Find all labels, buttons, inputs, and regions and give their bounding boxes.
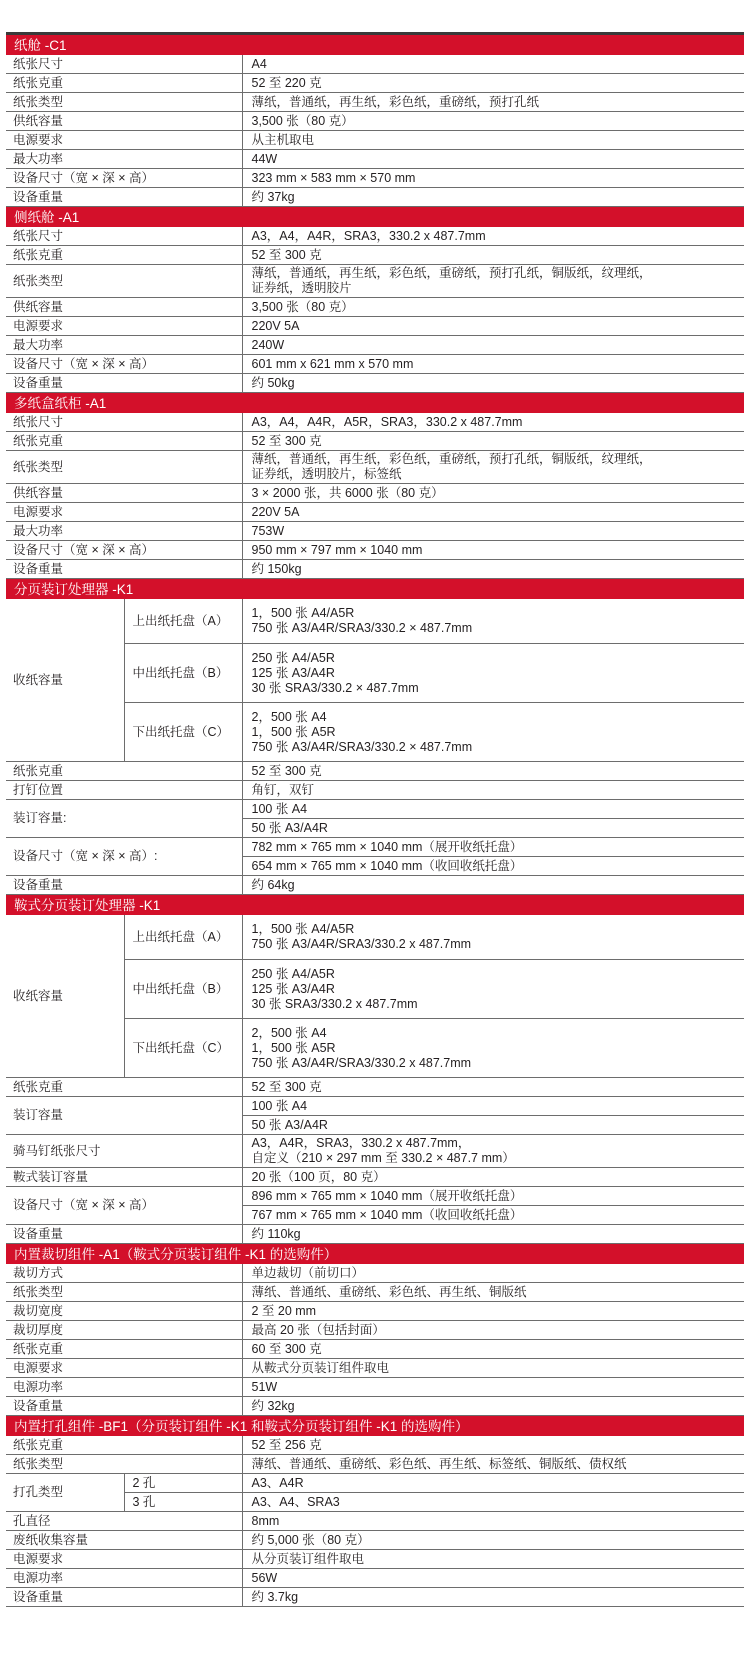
value-line: 750 张 A3/A4R/SRA3/330.2 × 487.7mm [251, 739, 473, 754]
spec-row [6, 355, 744, 374]
spec-label: 最大功率 [6, 336, 242, 355]
spec-row [6, 522, 744, 541]
spec-value: 52 至 300 克 [242, 1078, 744, 1097]
spec-label: 裁切宽度 [6, 1302, 242, 1321]
section-header-finisher-k1 [6, 579, 744, 600]
spec-value: 52 至 300 克 [242, 762, 744, 781]
section-title: 多纸盒纸柜 -A1 [6, 393, 744, 414]
spec-label: 纸张类型 [6, 265, 242, 298]
spec-row [6, 131, 744, 150]
tray-value [242, 703, 744, 762]
spec-value: 52 至 300 克 [242, 246, 744, 265]
spec-row [6, 1321, 744, 1340]
spec-row [6, 1569, 744, 1588]
spec-label: 电源功率 [6, 1569, 242, 1588]
spec-label: 设备重量 [6, 188, 242, 207]
section-header-trimmer-a1 [6, 1244, 744, 1265]
spec-value: 约 150kg [242, 560, 744, 579]
spec-label: 纸张克重 [6, 1436, 242, 1455]
value-line: 750 张 A3/A4R/SRA3/330.2 × 487.7mm [251, 621, 473, 635]
spec-value: 51W [242, 1378, 744, 1397]
spec-label: 纸张类型 [6, 451, 242, 484]
spec-label: 供纸容量 [6, 484, 242, 503]
spec-label: 电源要求 [6, 1359, 242, 1378]
spec-value: 52 至 220 克 [242, 74, 744, 93]
value-line: 自定义（210 × 297 mm 至 330.2 × 487.7 mm） [251, 1151, 515, 1165]
spec-label: 废纸收集容量 [6, 1531, 242, 1550]
spec-row [6, 150, 744, 169]
spec-value [242, 451, 744, 484]
tray-label: 下出纸托盘（C） [124, 1019, 242, 1078]
spec-row [6, 1378, 744, 1397]
spec-label: 设备尺寸（宽 × 深 × 高） [6, 169, 242, 188]
spec-value: 44W [242, 150, 744, 169]
tray-value [242, 960, 744, 1019]
value-line: 证券纸，透明胶片 [251, 281, 352, 295]
spec-value: 约 3.7kg [242, 1588, 744, 1607]
spec-value: 220V 5A [242, 503, 744, 522]
value-line: 2，500 张 A4 [251, 1025, 327, 1040]
spec-row [6, 1436, 744, 1455]
spec-value: 薄纸，普通纸，再生纸，彩色纸，重磅纸，预打孔纸 [242, 93, 744, 112]
spec-row [6, 93, 744, 112]
spec-label: 装订容量: [6, 800, 242, 838]
section-header-puncher-bf1 [6, 1416, 744, 1437]
spec-row [6, 298, 744, 317]
spec-row [6, 227, 744, 246]
spec-value: 最高 20 张（包括封面） [242, 1321, 744, 1340]
spec-label: 纸张克重 [6, 246, 242, 265]
spec-label: 纸张克重 [6, 762, 242, 781]
spec-value: 220V 5A [242, 317, 744, 336]
value-line: 125 张 A3/A4R [251, 981, 335, 996]
spec-value: 100 张 A4 [242, 800, 744, 819]
spec-label: 纸张克重 [6, 1340, 242, 1359]
spec-label: 装订容量 [6, 1097, 242, 1135]
punch-type-value: A3、A4R [242, 1474, 744, 1493]
spec-row [6, 484, 744, 503]
spec-value: 从主机取电 [242, 131, 744, 150]
spec-value: 240W [242, 336, 744, 355]
value-line: 证券纸，透明胶片，标签纸 [251, 467, 402, 481]
spec-label: 设备重量 [6, 1397, 242, 1416]
spec-label: 骑马钉纸张尺寸 [6, 1135, 242, 1168]
spec-value: 8mm [242, 1512, 744, 1531]
spec-label: 设备尺寸（宽 × 深 × 高） [6, 541, 242, 560]
spec-row [6, 1550, 744, 1569]
section-title: 鞍式分页装订处理器 -K1 [6, 895, 744, 916]
value-line: 1，500 张 A5R [251, 1040, 336, 1055]
spec-row [6, 112, 744, 131]
spec-value: 单边裁切（前切口） [242, 1264, 744, 1283]
spec-label: 纸张克重 [6, 432, 242, 451]
tray-group-label: 收纸容量 [6, 915, 124, 1078]
spec-row [6, 374, 744, 393]
tray-label: 上出纸托盘（A） [124, 915, 242, 960]
spec-value [242, 1135, 744, 1168]
spec-value: 60 至 300 克 [242, 1340, 744, 1359]
spec-label: 纸张类型 [6, 1455, 242, 1474]
spec-label: 供纸容量 [6, 112, 242, 131]
spec-label: 设备重量 [6, 876, 242, 895]
spec-value: 950 mm × 797 mm × 1040 mm [242, 541, 744, 560]
punch-row [6, 1474, 744, 1493]
spec-row [6, 432, 744, 451]
spec-row [6, 838, 744, 857]
spec-row [6, 1264, 744, 1283]
spec-label: 供纸容量 [6, 298, 242, 317]
spec-row [6, 169, 744, 188]
value-line: 30 张 SRA3/330.2 x 487.7mm [251, 996, 418, 1011]
spec-value: 3 × 2000 张，共 6000 张（80 克） [242, 484, 744, 503]
spec-label: 纸张类型 [6, 1283, 242, 1302]
spec-value: 从鞍式分页装订组件取电 [242, 1359, 744, 1378]
spec-label: 设备重量 [6, 560, 242, 579]
tray-label: 中出纸托盘（B） [124, 644, 242, 703]
spec-value: 2 至 20 mm [242, 1302, 744, 1321]
spec-value: 约 5,000 张（80 克） [242, 1531, 744, 1550]
section-title: 侧纸舱 -A1 [6, 207, 744, 228]
value-line: 250 张 A4/A5R [251, 966, 335, 981]
spec-value: 约 37kg [242, 188, 744, 207]
spec-row [6, 1187, 744, 1206]
tray-label: 上出纸托盘（A） [124, 599, 242, 644]
spec-value: 20 张（100 页，80 克） [242, 1168, 744, 1187]
value-line: 125 张 A3/A4R [251, 665, 335, 680]
spec-row [6, 1168, 744, 1187]
value-line: 2，500 张 A4 [251, 709, 327, 724]
spec-row [6, 1588, 744, 1607]
spec-value: 约 110kg [242, 1225, 744, 1244]
section-title: 纸舱 -C1 [6, 35, 744, 55]
spec-row [6, 188, 744, 207]
spec-label: 设备重量 [6, 1588, 242, 1607]
spec-label: 设备尺寸（宽 × 深 × 高）: [6, 838, 242, 876]
spec-value: 52 至 300 克 [242, 432, 744, 451]
spec-row [6, 336, 744, 355]
spec-row [6, 74, 744, 93]
spec-label: 孔直径 [6, 1512, 242, 1531]
value-line: 750 张 A3/A4R/SRA3/330.2 x 487.7mm [251, 937, 472, 951]
punch-group-label: 打孔类型 [6, 1474, 124, 1512]
spec-label: 设备重量 [6, 1225, 242, 1244]
spec-row [6, 1340, 744, 1359]
spec-label: 最大功率 [6, 522, 242, 541]
punch-type-label: 3 孔 [124, 1493, 242, 1512]
section-title: 分页装订处理器 -K1 [6, 579, 744, 600]
spec-label: 最大功率 [6, 150, 242, 169]
section-title: 内置打孔组件 -BF1（分页装订组件 -K1 和鞍式分页装订组件 -K1 的选购件） [6, 1416, 744, 1437]
spec-label: 纸张尺寸 [6, 227, 242, 246]
spec-value: 52 至 256 克 [242, 1436, 744, 1455]
spec-value: 601 mm x 621 mm x 570 mm [242, 355, 744, 374]
spec-label: 打钉位置 [6, 781, 242, 800]
spec-row [6, 1512, 744, 1531]
spec-row [6, 317, 744, 336]
spec-value: 3,500 张（80 克） [242, 112, 744, 131]
spec-label: 电源要求 [6, 131, 242, 150]
spec-value: 782 mm × 765 mm × 1040 mm（展开收纸托盘） [242, 838, 744, 857]
spec-row [6, 876, 744, 895]
tray-label: 下出纸托盘（C） [124, 703, 242, 762]
tray-value [242, 1019, 744, 1078]
section-header-saddle-finisher-k1 [6, 895, 744, 916]
spec-value: 323 mm × 583 mm × 570 mm [242, 169, 744, 188]
spec-row [6, 503, 744, 522]
spec-label: 裁切方式 [6, 1264, 242, 1283]
spec-row [6, 1078, 744, 1097]
value-line: 30 张 SRA3/330.2 × 487.7mm [251, 680, 419, 695]
spec-row [6, 1302, 744, 1321]
spec-row [6, 762, 744, 781]
value-line: 薄纸，普通纸，再生纸，彩色纸，重磅纸，预打孔纸，铜版纸，纹理纸， [251, 266, 652, 280]
spec-label: 设备尺寸（宽 × 深 × 高） [6, 355, 242, 374]
spec-value: 654 mm × 765 mm × 1040 mm（收回收纸托盘） [242, 857, 744, 876]
spec-label: 鞍式装订容量 [6, 1168, 242, 1187]
spec-row [6, 1283, 744, 1302]
tray-group-label: 收纸容量 [6, 599, 124, 762]
spec-label: 纸张类型 [6, 93, 242, 112]
value-line: 750 张 A3/A4R/SRA3/330.2 x 487.7mm [251, 1055, 472, 1070]
tray-value [242, 915, 744, 960]
spec-row [6, 265, 744, 298]
spec-row [6, 800, 744, 819]
punch-type-label: 2 孔 [124, 1474, 242, 1493]
spec-value: 753W [242, 522, 744, 541]
section-header-side-deck-a1 [6, 207, 744, 228]
spec-sheet [6, 32, 744, 1607]
spec-value: 约 32kg [242, 1397, 744, 1416]
spec-value: 约 64kg [242, 876, 744, 895]
spec-row [6, 1397, 744, 1416]
value-line: 薄纸，普通纸，再生纸，彩色纸，重磅纸，预打孔纸，铜版纸，纹理纸， [251, 452, 652, 466]
tray-value [242, 644, 744, 703]
spec-row [6, 246, 744, 265]
spec-row [6, 1097, 744, 1116]
section-header-paper-feed-cabinet-a1 [6, 393, 744, 414]
tray-row [6, 915, 744, 960]
section-header-paper-deck-c1 [6, 35, 744, 55]
spec-value: 56W [242, 1569, 744, 1588]
value-line: 1，500 张 A4/A5R [251, 606, 355, 620]
spec-row [6, 413, 744, 432]
spec-row [6, 1359, 744, 1378]
spec-label: 设备尺寸（宽 × 深 × 高） [6, 1187, 242, 1225]
tray-row [6, 599, 744, 644]
spec-value: 3,500 张（80 克） [242, 298, 744, 317]
spec-label: 纸张尺寸 [6, 413, 242, 432]
spec-row [6, 1455, 744, 1474]
spec-label: 设备重量 [6, 374, 242, 393]
tray-value [242, 599, 744, 644]
value-line: 1，500 张 A5R [251, 724, 336, 739]
spec-value: A3，A4，A4R，A5R，SRA3，330.2 x 487.7mm [242, 413, 744, 432]
spec-row [6, 560, 744, 579]
section-title: 内置裁切组件 -A1（鞍式分页装订组件 -K1 的选购件） [6, 1244, 744, 1265]
value-line: A3，A4R，SRA3，330.2 x 487.7mm， [251, 1136, 471, 1150]
spec-row [6, 541, 744, 560]
spec-row [6, 451, 744, 484]
spec-value: 50 张 A3/A4R [242, 819, 744, 838]
spec-value: 896 mm × 765 mm × 1040 mm（展开收纸托盘） [242, 1187, 744, 1206]
spec-value: 角钉，双钉 [242, 781, 744, 800]
spec-label: 电源要求 [6, 1550, 242, 1569]
spec-label: 电源功率 [6, 1378, 242, 1397]
spec-value: 薄纸、普通纸、重磅纸、彩色纸、再生纸、标签纸、铜版纸、债权纸 [242, 1455, 744, 1474]
spec-label: 纸张尺寸 [6, 55, 242, 74]
spec-label: 电源要求 [6, 503, 242, 522]
spec-value: 约 50kg [242, 374, 744, 393]
spec-label: 裁切厚度 [6, 1321, 242, 1340]
spec-row [6, 1135, 744, 1168]
spec-value: A3，A4，A4R，SRA3，330.2 x 487.7mm [242, 227, 744, 246]
spec-value: 从分页装订组件取电 [242, 1550, 744, 1569]
spec-value: 薄纸、普通纸、重磅纸、彩色纸、再生纸、铜版纸 [242, 1283, 744, 1302]
spec-label: 电源要求 [6, 317, 242, 336]
spec-row [6, 1225, 744, 1244]
value-line: 250 张 A4/A5R [251, 650, 335, 665]
spec-value: 100 张 A4 [242, 1097, 744, 1116]
punch-type-value: A3、A4、SRA3 [242, 1493, 744, 1512]
spec-value [242, 265, 744, 298]
spec-label: 纸张克重 [6, 74, 242, 93]
spec-value: 767 mm × 765 mm × 1040 mm（收回收纸托盘） [242, 1206, 744, 1225]
value-line: 1，500 张 A4/A5R [251, 922, 355, 936]
spec-row [6, 781, 744, 800]
spec-value: A4 [242, 55, 744, 74]
spec-table [6, 35, 744, 1607]
spec-label: 纸张克重 [6, 1078, 242, 1097]
spec-row [6, 1531, 744, 1550]
spec-value: 50 张 A3/A4R [242, 1116, 744, 1135]
spec-row [6, 55, 744, 74]
tray-label: 中出纸托盘（B） [124, 960, 242, 1019]
